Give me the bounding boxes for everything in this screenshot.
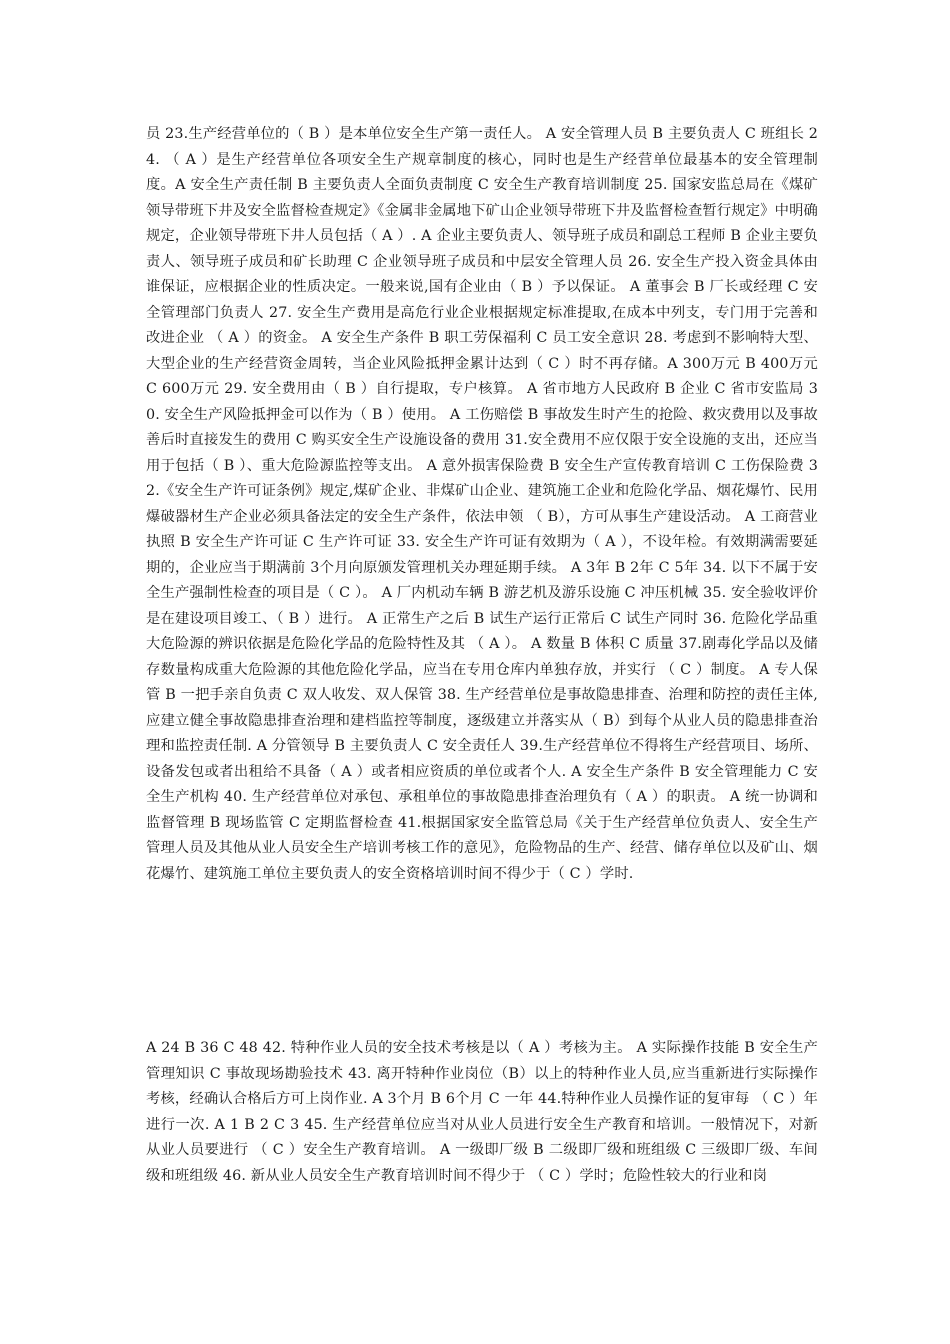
body-paragraph-questions-41-46: A 24 B 36 C 48 42. 特种作业人员的安全技术考核是以（ A ）考核为主。 A 实际操作技能 B 安全生产管理知识 C 事故现场勘验技术 43. 离开特种作业岗位（B）以上的特种作业人员,应当重新进行实际操作考核，经确认合格后方可上岗作业. A 3个月 B 6个月 C 一年 44.特种作业人员操作证的复审每 （ C ）年进行一次. A 1 B 2 C 3 45. 生产经营单位应当对从业人员进行安全生产教育和培训。一般情况下，对新从业人员要进行 （ C ）安全生产教育培训。 A 一级即厂级 B 二级即厂级和班组级 C 三级即厂级、车间级和班组级 46. 新从业人员安全生产教育培训时间不得少于 （ C ）学时；危险性较大的行业和岗 (146, 1040, 818, 1184)
body-paragraph-questions-23-41: 员 23.生产经营单位的（ B ）是本单位安全生产第一责任人。 A 安全管理人员 B 主要负责人 C 班组长 24. （ A ）是生产经营单位各项安全生产规章制度的核心，同时也是生产经营单位最基本的安全管理制度。A 安全生产责任制 B 主要负责人全面负责制度 C 安全生产教育培训制度 25. 国家安监总局在《煤矿领导带班下井及安全监督检查规定》《金属非金属地下矿山企业领导带班下井及监督检查暂行规定》中明确规定，企业领导带班下井人员包括（ A ）. A 企业主要负责人、领导班子成员和副总工程师 B 企业主要负责人、领导班子成员和矿长助理 C 企业领导班子成员和中层安全管理人员 26. 安全生产投入资金具体由谁保证，应根据企业的性质决定。一般来说,国有企业由（ B ）予以保证。 A 董事会 B 厂长或经理 C 安全管理部门负责人 27. 安全生产费用是高危行业企业根据规定标准提取,在成本中列支，专门用于完善和改进企业 （ A ）的资金。 A 安全生产条件 B 职工劳保福利 C 员工安全意识 28. 考虑到不影响特大型、大型企业的生产经营资金周转，当企业风险抵押金累计达到（ C ）时不再存储。A 300万元 B 400万元 C 600万元 29. 安全费用由（ B ）自行提取，专户核算。 A 省市地方人民政府 B 企业 C 省市安监局 30. 安全生产风险抵押金可以作为（ B ）使用。 A 工伤赔偿 B 事故发生时产生的抢险、救灾费用以及事故善后时直接发生的费用 C 购买安全生产设施设备的费用 31.安全费用不应仅限于安全设施的支出，还应当用于包括（ B ）、重大危险源监控等支出。 A 意外损害保险费 B 安全生产宣传教育培训 C 工伤保险费 32.《安全生产许可证条例》规定,煤矿企业、非煤矿山企业、建筑施工企业和危险化学品、烟花爆竹、民用爆破器材生产企业必须具备法定的安全生产条件，依法申领 （ B），方可从事生产建设活动。 A 工商营业执照 B 安全生产许可证 C 生产许可证 33. 安全生产许可证有效期为（ A ），不设年检。有效期满需要延期的，企业应当于期满前 3个月向原颁发管理机关办理延期手续。 A 3年 B 2年 C 5年 34. 以下不属于安全生产强制性检查的项目是（ C ）。 A 厂内机动车辆 B 游艺机及游乐设施 C 冲压机械 35. 安全验收评价是在建设项目竣工、（ B ）进行。 A 正常生产之后 B 试生产运行正常后 C 试生产同时 36. 危险化学品重大危险源的辨识依据是危险化学品的危险特性及其 （ A ）。 A 数量 B 体积 C 质量 37.剧毒化学品以及储存数量构成重大危险源的其他危险化学品，应当在专用仓库内单独存放，并实行 （ C ）制度。 A 专人保管 B 一把手亲自负责 C 双人收发、双人保管 38. 生产经营单位是事故隐患排查、治理和防控的责任主体,应建立健全事故隐患排查治理和建档监控等制度，逐级建立并落实从（ B）到每个从业人员的隐患排查治理和监控责任制. A 分管领导 B 主要负责人 C 安全责任人 39.生产经营单位不得将生产经营项目、场所、设备发包或者出租给不具备（ A ）或者相应资质的单位或者个人. A 安全生产条件 B 安全管理能力 C 安全生产机构 40. 生产经营单位对承包、承租单位的事故隐患排查治理负有（ A ）的职责。 A 统一协调和监督管理 B 现场监管 C 定期监督检查 41.根据国家安全监管总局《关于生产经营单位负责人、安全生产管理人员及其他从业人员安全生产培训考核工作的意见》，危险物品的生产、经营、储存单位以及矿山、烟花爆竹、建筑施工单位主要负责人的安全资格培训时间不得少于（ C ）学时. (146, 126, 818, 882)
